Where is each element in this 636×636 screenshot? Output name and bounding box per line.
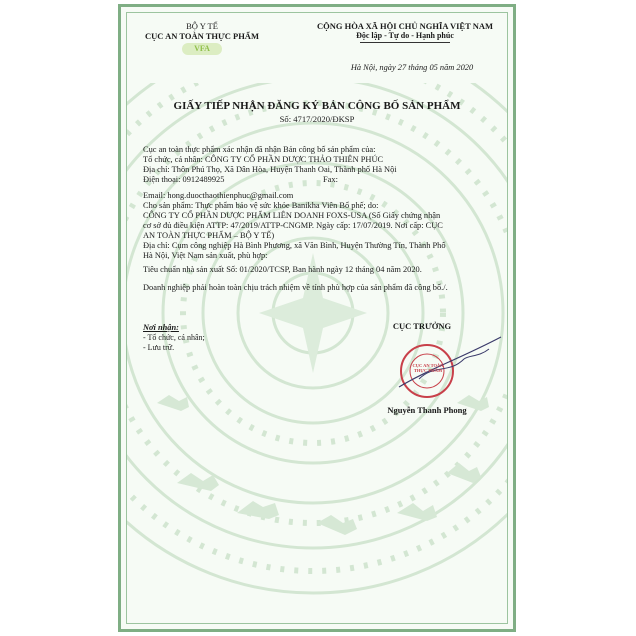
vfa-logo — [182, 43, 222, 55]
country-name: CỘNG HÒA XÃ HỘI CHỦ NGHĨA VIỆT NAM — [316, 21, 494, 31]
certificate-inner-border — [126, 12, 508, 624]
org-address: Địa chỉ: Thôn Phú Thọ, Xã Dân Hòa, Huyện Thanh Oai, Thành phố Hà Nội — [143, 165, 397, 174]
maker-address-line-2: Hà Nội, Việt Nam sản xuất, phù hợp: — [143, 251, 268, 260]
standard-line: Tiêu chuẩn nhà sản xuất Số: 01/2020/TCSP, Ban hành ngày 12 tháng 04 năm 2020. — [143, 265, 422, 274]
stamp-label: CỤC AN TOÀN THỰC PHẨM — [412, 363, 444, 373]
recipient-item: - Lưu trữ. — [143, 343, 175, 352]
certificate-frame — [118, 4, 516, 632]
maker-address-line-1: Địa chỉ: Cụm công nghiệp Hà Bình Phương, xã Văn Bình, Huyện Thường Tín, Thành Phố — [143, 241, 446, 250]
official-stamp-and-signature — [389, 329, 508, 409]
org-phone: Điện thoại: 0912489925 — [143, 175, 225, 184]
maker-line-3: AN TOÀN THỰC PHẨM – BỘ Y TẾ) — [143, 231, 275, 240]
responsibility-line: Doanh nghiệp phải hoàn toàn chịu trách nhiệm về tính phù hợp của sản phẩm đã công bố./. — [143, 283, 448, 292]
issue-date: Hà Nội, ngày 27 tháng 05 năm 2020 — [350, 63, 474, 72]
org-fax: Fax: — [323, 175, 338, 184]
recipient-item: - Tổ chức, cá nhân; — [143, 333, 205, 342]
product-name: Cho sản phẩm: Thực phẩm bảo vệ sức khỏe Banikha Viên Bổ phế; do: — [143, 201, 379, 210]
intro-text: Cục an toàn thực phẩm xác nhận đã nhận Bản công bố sản phẩm của: — [143, 145, 376, 154]
document-number: Số: 4717/2020/ĐKSP — [279, 114, 355, 124]
ministry-name: BỘ Y TẾ — [186, 21, 218, 31]
maker-line-1: CÔNG TY CỔ PHẦN DƯỢC PHẨM LIÊN DOANH FOXS-USA (Số Giấy chứng nhận — [143, 211, 441, 220]
motto-underline — [360, 42, 450, 43]
signer-name: Nguyễn Thanh Phong — [387, 405, 467, 415]
maker-line-2: cơ sở đủ điều kiện ATTP: 47/2019/ATTP-CNGMP. Ngày cấp: 17/07/2019. Nơi cấp: CỤC — [143, 221, 443, 230]
national-motto: Độc lập - Tự do - Hạnh phúc — [356, 31, 454, 40]
recipients-heading: Nơi nhận: — [143, 323, 179, 332]
phone-line — [143, 175, 499, 185]
vfa-logo-text: VFA — [194, 44, 210, 53]
org-name: Tổ chức, cá nhân: CÔNG TY CỔ PHẦN DƯỢC THẢO THIÊN PHÚC — [143, 155, 384, 164]
org-email: Email: hong.duocthaothienphuc@gmail.com — [143, 191, 294, 200]
document-title: GIẤY TIẾP NHẬN ĐĂNG KÝ BẢN CÔNG BỐ SẢN PHẨM — [173, 100, 461, 112]
department-name: CỤC AN TOÀN THỰC PHẨM — [145, 31, 259, 41]
signer-title: CỤC TRƯỞNG — [392, 321, 452, 331]
